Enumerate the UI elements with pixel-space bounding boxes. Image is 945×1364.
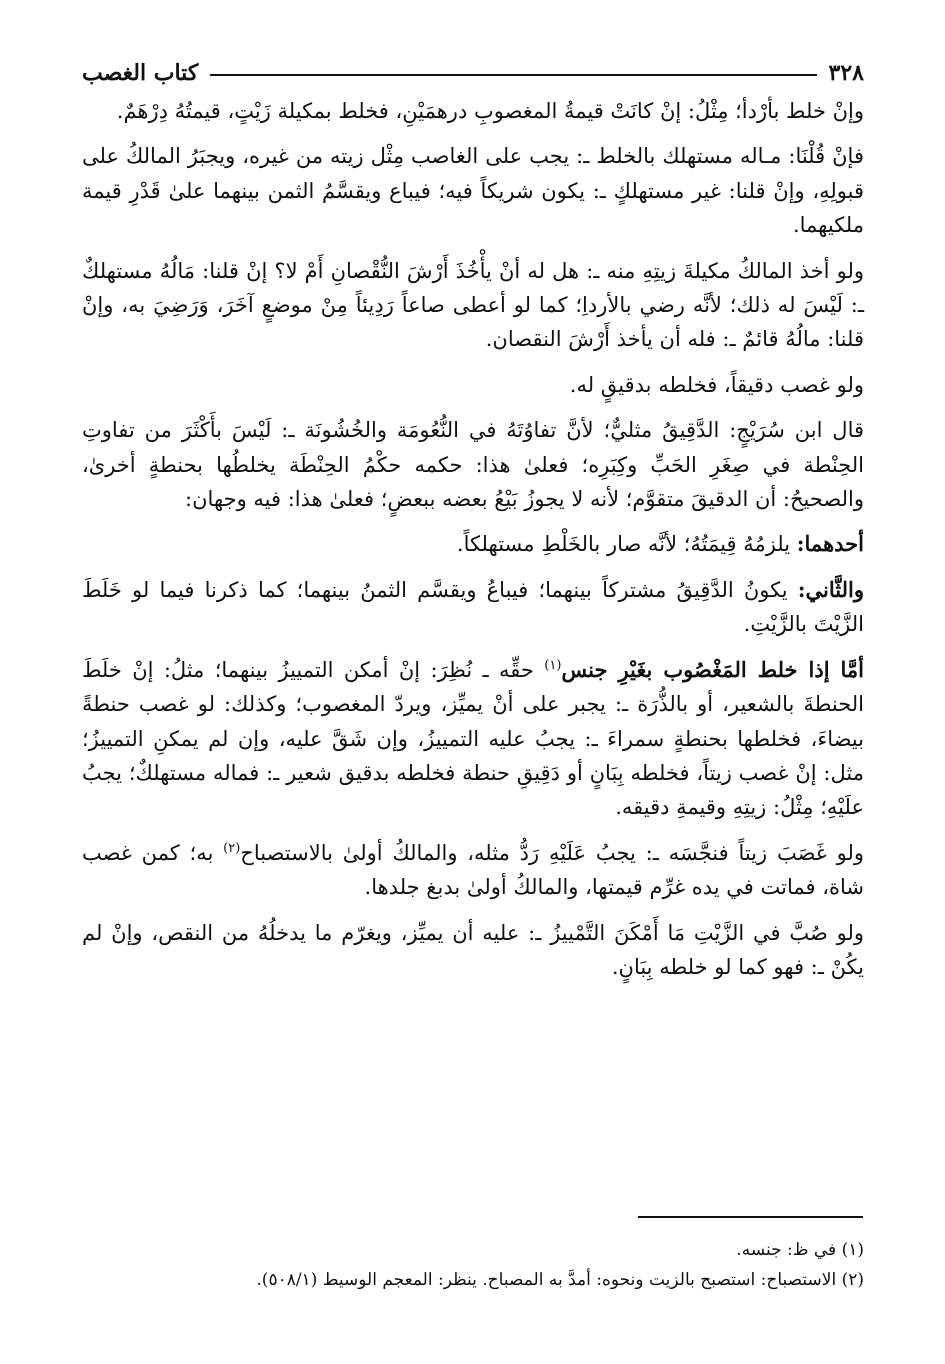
- paragraph-text: ولو صُبَّ في الزَّيْتِ مَا أَمْكَنَ التَّمْييزُ ـ: عليه أن يميِّز، ويغرّم ما يدخلُهُ من النقص، وإنْ لم يكُنْ ـ: فهو كما لو خلطه بِبَانٍ.: [82, 920, 864, 979]
- page-number: ٣٢٨: [828, 60, 864, 86]
- paragraph-tail: حقِّه ـ نُظِرَ: إنْ أمكن التمييزُ بينهما؛ مثلُ: إنْ خلَطَ الحنطةَ بالشعير، أو بالذُّرَة ـ: يجبر على أنْ يميِّز، ويردّ المغصوب؛ وكذلك: لو غصب حنطةً بيضاءَ، فخلطها بحنطةٍ سمراءَ ـ: يجبُ عليه التمييزُ، وإن شَقَّ عليه، وإن لم يمكنِ التمييزُ؛ مثل: إنْ غصب زيتاً، فخلطه بِبَانٍ أو دَقِيقِ حنطة فخلطه بدقيق شعير ـ: فماله مستهلكٌ؛ يجبُ علَيْهِ؛ مِثْلُ: زيتِهِ وقيمةِ دقيقه.: [82, 657, 864, 820]
- footnotes: [82, 1235, 864, 1295]
- paragraph: [82, 573, 864, 642]
- paragraph-text: قال ابن سُرَيْجٍ: الدَّقِيقُ مثليٌّ؛ لأنَّ تفاوُتَهُ في النُّعُومَة والخُشُونَة ـ: لَيْسَ بأَكْثَرَ من تفاوتِ الحِنْطة في صِغَرِ الحَبِّ وكِبَرِه؛ فعلىٰ هذا: حكمه حكْمُ الحِنْطَة يخلطُها بحنطةٍ أخرىٰ، والصحيحُ: أن الدقيقَ متقوَّم؛ لأنه لا يجوزُ بَيْعُ بعضه ببعضٍ؛ فعلىٰ هذا: فيه وجهان:: [82, 418, 864, 512]
- paragraph: [82, 368, 864, 402]
- paragraph-lead: أحدهما:: [796, 531, 864, 557]
- paragraph-lead: والثَّاني:: [797, 576, 864, 602]
- paragraph-text: يكونُ الدَّقِيقُ مشتركاً بينهما؛ فيباعُ ويقسَّم الثمنُ بينهما؛ كما ذكرنا فيما لو خَلَطَ الزَّيْتَ بالزَّيْتِ.: [82, 577, 864, 637]
- footnote-separator: [638, 1216, 863, 1218]
- paragraph-text: ولو غَصَبَ زيتاً فنجَّسَه ـ: يجبُ عَلَيْهِ رَدُّ مثله، والمالكُ أولىٰ بالاستصباح: [240, 840, 864, 865]
- paragraph-text: وإنْ خلط بأرْدأ؛ مِثْلُ: إنْ كانَتْ قيمةُ المغصوبِ درهمَيْنِ، فخلط بمكيلة زَيْتٍ، قيمتُهُ دِرْهَمٌ.: [116, 99, 864, 123]
- paragraph: [82, 94, 864, 128]
- footnote-1: (١) في ظ: جنسه.: [736, 1240, 864, 1260]
- header-rule: [210, 74, 816, 76]
- page-header: [82, 58, 864, 88]
- paragraph-lead: أمَّا إذا خلط المَغْصُوب بغَيْرِ جنس: [561, 656, 865, 682]
- paragraph: [82, 527, 864, 561]
- footnote-ref: (٢): [223, 840, 241, 856]
- chapter-title: كتاب الغصب: [82, 60, 199, 86]
- paragraph: [82, 653, 864, 825]
- paragraph: [82, 254, 864, 357]
- paragraph-text: فإنْ قُلْنَا: مـاله مستهلك بالخلط ـ: يجب على الغاصب مِثْل زيته من غيره، ويجبَرُ المالكُ على قبولِهِ، وإنْ قلنا: غير مستهلكٍ ـ: يكون شريكاً فيه؛ فيباع ويقسَّمُ الثمن بينهما علىٰ قَدْرِ قيمة ملكيهما.: [82, 144, 864, 238]
- footnote-2: (٢) الاستصباح: استصبح بالزيت ونحوه: أمدَّ به المصباح. ينظر: المعجم الوسيط (٥٠٨/١).: [256, 1270, 864, 1290]
- paragraph-text: ولو غصب دقيقاً، فخلطه بدقيقٍ له.: [569, 372, 864, 397]
- paragraph: [82, 836, 864, 905]
- paragraph-text: يلزمُهُ قِيمَتُهُ؛ لأنَّه صار بالخَلْطِ مستهلكاً.: [456, 532, 797, 557]
- paragraph: [82, 139, 864, 242]
- footnote-ref: (١): [544, 657, 562, 673]
- paragraph-text: ولو أخذ المالكُ مكيلةَ زيتِهِ منه ـ: هل له أنْ يأْخُذَ أَرْشَ النُّقْصانِ أَمْ لا؟ إنْ قلنا: مَالُهُ مستهلكٌ ـ: لَيْسَ له ذلك؛ لأنَّه رضي بالأرداِ؛ كما لو أعطى صاعاً رَدِيئاً مِنْ موضعٍ آخَرَ، وَرَضِيَ به، وإنْ قلنا: مالُهُ قائمٌ ـ: فله أن يأخذ أَرْشَ النقصان.: [82, 258, 864, 352]
- paragraph: [82, 916, 864, 985]
- paragraph: [82, 413, 864, 516]
- paragraph-tail: به؛ كمن غصب شاة، فماتت في يده غرِّم قيمتها، والمالكُ أولىٰ بدبغ جلدها.: [82, 840, 864, 900]
- main-text: [82, 94, 864, 995]
